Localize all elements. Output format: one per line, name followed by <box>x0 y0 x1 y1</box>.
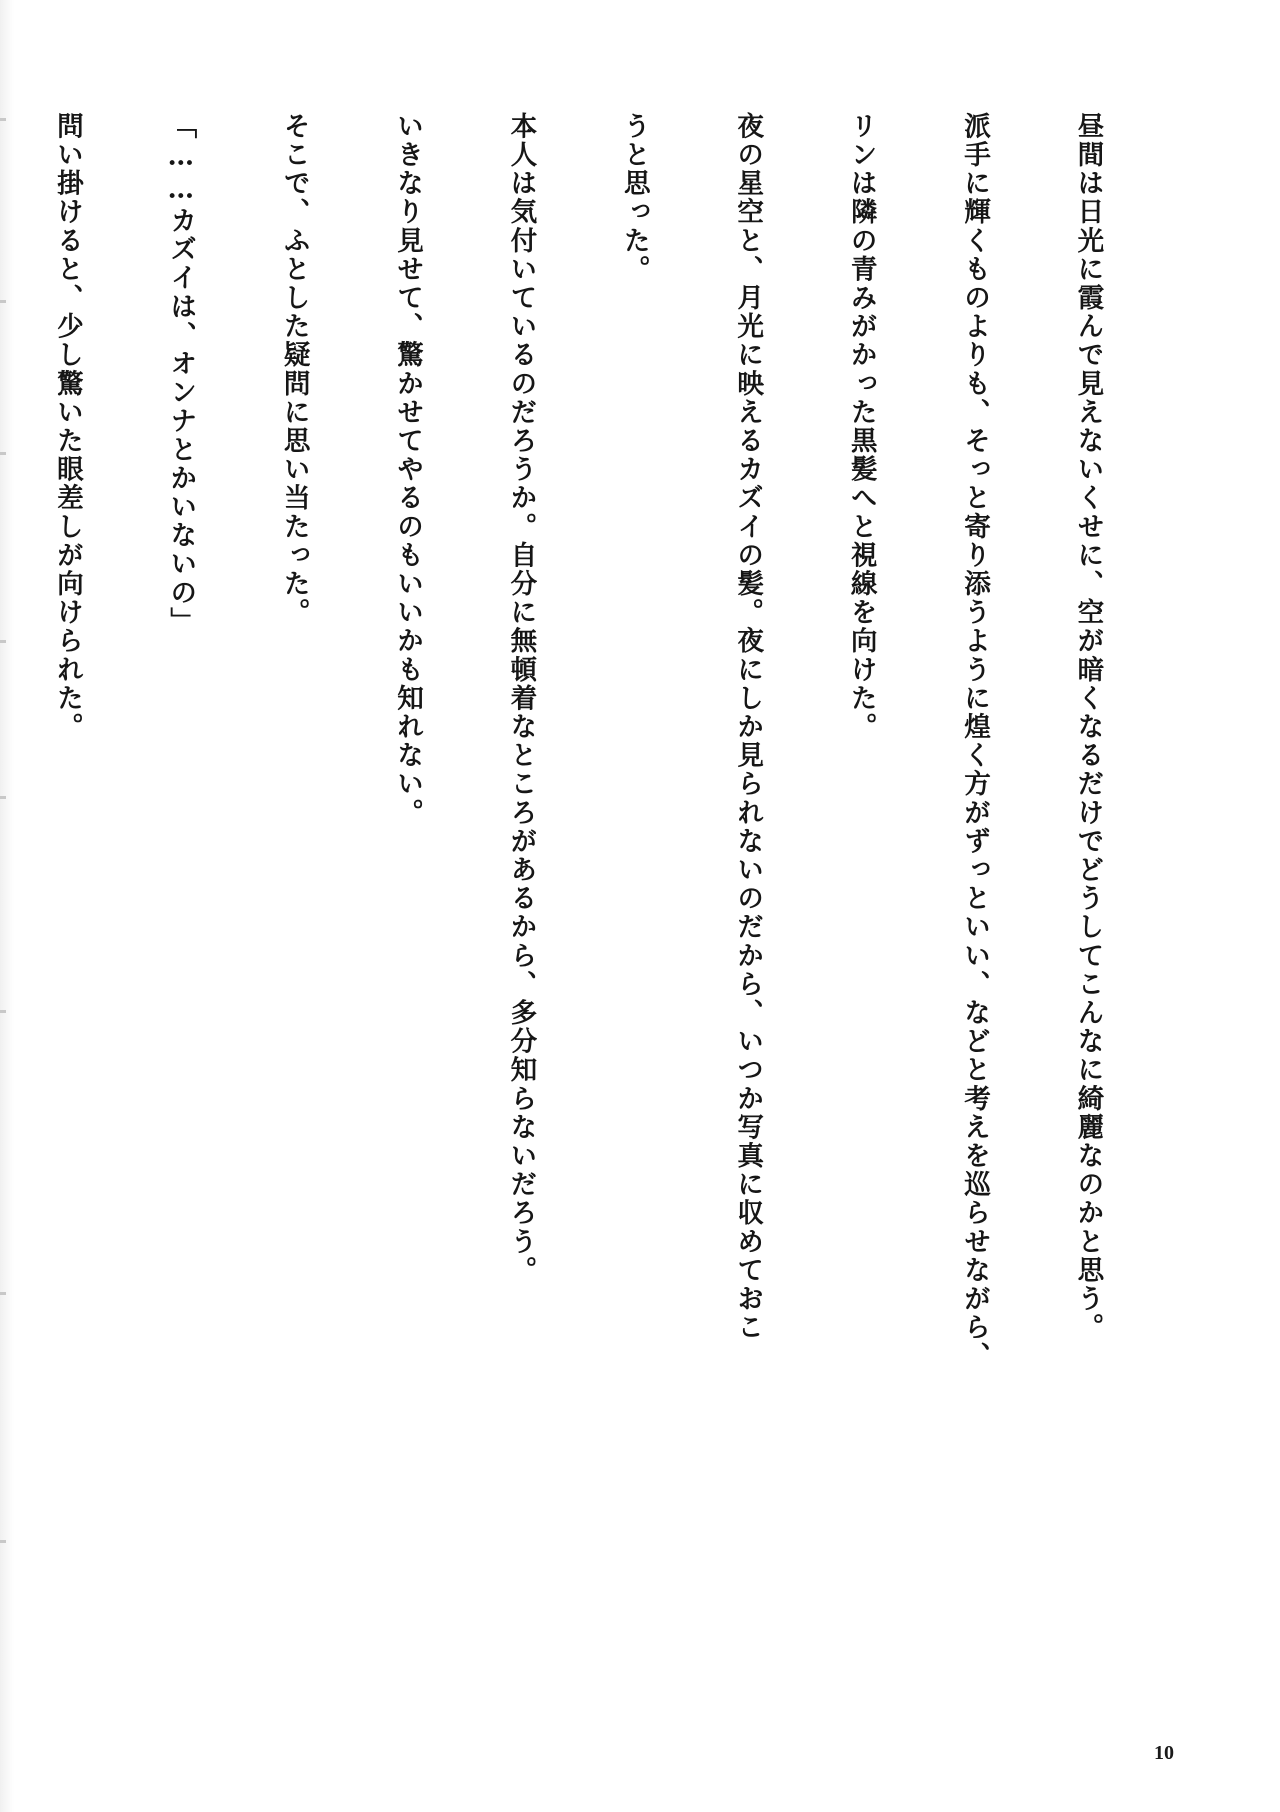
text-line: うと思った。 <box>618 112 650 284</box>
text-line: 本人は気付いているのだろうか。自分に無頓着なところがあるから、多分知らないだろう。 <box>505 112 537 1285</box>
page-number: 10 <box>1154 1742 1174 1764</box>
text-line: 夜の星空と、月光に映えるカズイの髪。夜にしか見られないのだから、いつか写真に収めておこ <box>732 112 764 1342</box>
text-line: 昼間は日光に霞んで見えないくせに、空が暗くなるだけでどうしてこんなに綺麗なのかと思う。 <box>1072 112 1104 1342</box>
text-line: そこで、ふとした疑問に思い当たった。 <box>278 112 310 627</box>
text-line: いきなり見せて、驚かせてやるのもいいかも知れない。 <box>392 112 424 827</box>
text-line: 問い掛けると、少し驚いた眼差しが向けられた。 <box>51 112 83 742</box>
text-line: 派手に輝くものよりも、そっと寄り添うように煌く方がずっといい、などと考えを巡らせながら、 <box>959 112 991 1371</box>
vertical-body-text <box>51 112 1182 1672</box>
dialogue-line: 「……カズイは、オンナとかいないの」 <box>165 112 197 636</box>
text-line: リンは隣の青みがかった黒髪へと視線を向けた。 <box>845 112 877 742</box>
